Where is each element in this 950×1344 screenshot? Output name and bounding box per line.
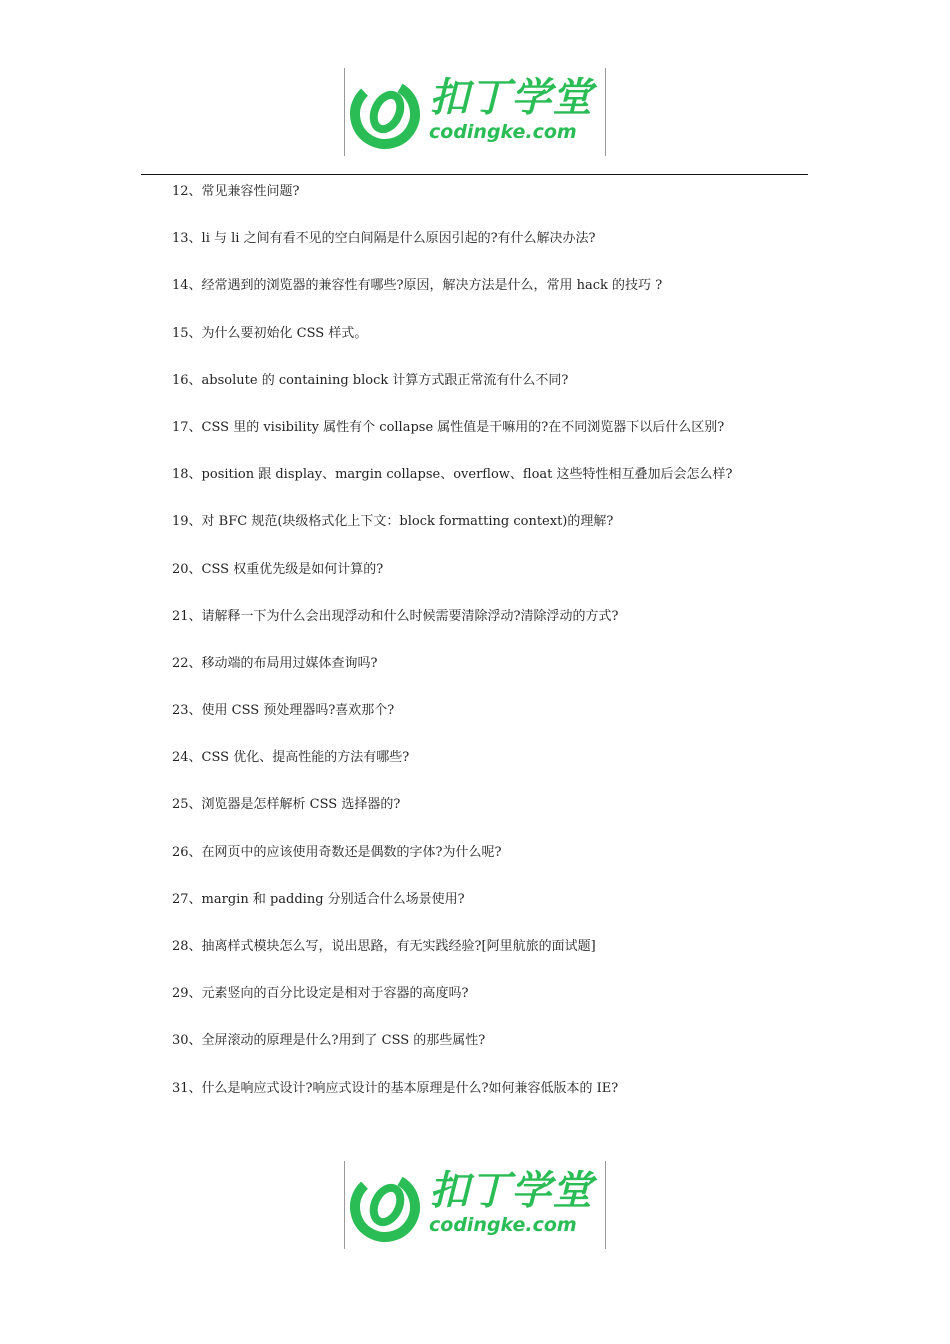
list-item: 28、抽离样式模块怎么写，说出思路，有无实践经验?[阿里航旅的面试题] xyxy=(172,939,596,954)
header-logo xyxy=(344,68,606,156)
header-divider xyxy=(141,174,808,175)
list-item: 15、为什么要初始化 CSS 样式。 xyxy=(172,325,368,341)
list-item: 19、对 BFC 规范(块级格式化上下文：block formatting context)的理解? xyxy=(172,514,614,530)
list-item: 27、margin 和 padding 分别适合什么场景使用? xyxy=(172,891,465,907)
list-item: 16、absolute 的 containing block 计算方式跟正常流有什么不同? xyxy=(172,372,569,388)
logo-domain-text: codingke.com xyxy=(429,121,577,143)
logo-domain-text: codingke.com xyxy=(429,1214,577,1236)
list-item: 31、什么是响应式设计?响应式设计的基本原理是什么?如何兼容低版本的 IE? xyxy=(172,1080,619,1096)
question-list xyxy=(172,180,812,1124)
list-item: 14、经常遇到的浏览器的兼容性有哪些?原因，解决方法是什么，常用 hack 的技巧 ? xyxy=(172,278,663,294)
list-item: 22、移动端的布局用过媒体查询吗? xyxy=(172,655,378,671)
list-item: 13、li 与 li 之间有看不见的空白间隔是什么原因引起的?有什么解决办法? xyxy=(172,231,596,247)
list-item: 26、在网页中的应该使用奇数还是偶数的字体?为什么呢? xyxy=(172,844,502,860)
swirl-logo-icon xyxy=(349,1171,421,1243)
footer-logo xyxy=(344,1161,606,1249)
logo-chinese-text: 扣丁学堂 xyxy=(429,75,593,121)
list-item: 17、CSS 里的 visibility 属性有个 collapse 属性值是干嘛用的?在不同浏览器下以后什么区别? xyxy=(172,419,725,435)
list-item: 30、全屏滚动的原理是什么?用到了 CSS 的那些属性? xyxy=(172,1033,486,1049)
logo-chinese-text: 扣丁学堂 xyxy=(429,1168,593,1214)
list-item: 29、元素竖向的百分比设定是相对于容器的高度吗? xyxy=(172,986,469,1002)
list-item: 18、position 跟 display、margin collapse、overflow、float 这些特性相互叠加后会怎么样? xyxy=(172,467,733,483)
list-item: 21、请解释一下为什么会出现浮动和什么时候需要清除浮动?清除浮动的方式? xyxy=(172,608,619,624)
list-item: 24、CSS 优化、提高性能的方法有哪些? xyxy=(172,750,410,766)
list-item: 25、浏览器是怎样解析 CSS 选择器的? xyxy=(172,797,401,813)
list-item: 23、使用 CSS 预处理器吗?喜欢那个? xyxy=(172,703,395,719)
swirl-logo-icon xyxy=(349,78,421,150)
list-item: 20、CSS 权重优先级是如何计算的? xyxy=(172,561,384,577)
list-item: 12、常见兼容性问题? xyxy=(172,184,300,199)
